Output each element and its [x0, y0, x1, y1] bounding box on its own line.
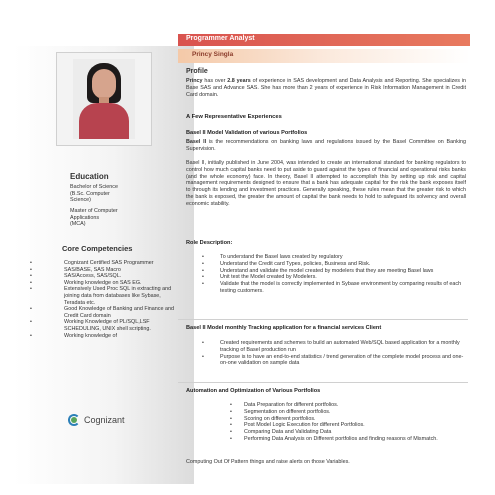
list-item: • Comparing Data and Validating Data — [230, 429, 332, 436]
exp3-title: Automation and Optimization of Various Portfolios — [186, 388, 321, 394]
list-item: • Scoring on different portfolios. — [230, 415, 316, 422]
role-title: Programmer Analyst — [186, 35, 255, 42]
list-item: • Working Knowledge of PL/SQL,LSF SCHEDULING, UNIX shell scripting. — [30, 319, 151, 332]
exp2-title: Basel II Model monthly Tracking application for a financial services Client — [186, 325, 382, 331]
list-item: • Working knowledge of — [30, 332, 117, 339]
list-item: • Segmentation on different portfolios. — [230, 408, 331, 415]
competencies-heading: Core Competencies — [62, 244, 133, 253]
exp1-title: Basel II Model Validation of various Portfolios — [186, 130, 308, 136]
exp1-bullets — [186, 254, 466, 295]
logo-text: Cognizant — [84, 415, 125, 425]
list-item: • Extensively Used Proc SQL in extracting and joining data from databases like Sybase, Teradata etc. — [30, 286, 172, 306]
list-item: • Understand and validate the model created by modelers that they are meeting Basel laws — [202, 267, 434, 274]
education-line: Master of Computer — [70, 208, 118, 214]
list-item: • To understand the Basel laws created by regulatory — [202, 254, 343, 260]
divider — [178, 382, 468, 383]
list-item: • SAS/Access, SAS/SQL. — [30, 273, 122, 280]
list-item: • Good Knowledge of Banking and Finance and Credit Card domain — [30, 306, 174, 319]
list-item: • SAS/BASE, SAS Macro — [30, 266, 121, 273]
list-item: • Validate that the model is correctly implemented in Sybase environment by comparing results of each testing customers. — [202, 281, 462, 294]
list-item: • Working knowledge on SAS EG. — [30, 279, 142, 286]
education-line: Bachelor of Science — [70, 184, 118, 190]
exp1-paragraph: Basel II, initially published in June 2004, was intended to create an international standard for banking regulators to control how much capital banks need to put aside to guard against the types of financial and operational risks banks (and the whole economy) face. In theory, Basel II attempted to accomplish this by setting up risk and capital management requirements designed to ensure that a bank has adequate capital for the risk the bank exposes itself to through its lending and investment practices. Generally speaking, these rules mean that the greater risk to which the bank is exposed, the greater the amount of capital the bank needs to hold to safeguard its solvency and overall economic stability. — [186, 160, 466, 207]
list-item: • Post Model Logic Execution for different Portfolios. — [230, 422, 365, 429]
candidate-name: Princy Singla — [192, 51, 234, 58]
education-line: (MCA) — [70, 221, 86, 228]
education-line: (B.Sc. Computer — [70, 190, 110, 197]
list-item: • Understand the Credit card Types, policies, Business and Risk. — [202, 260, 371, 267]
name-bar — [178, 49, 470, 63]
exp3-bullets — [186, 402, 466, 443]
education-line: Science) — [70, 197, 91, 204]
role-title-bar — [178, 34, 470, 46]
profile-text: Princy has over 2.8 years of experience in SAS development and Data Analysis and Reporting. She specializes in Base SAS and Advance SAS. She has more than 2 years of experience in Risk Information Management in Credit Card domain. — [186, 78, 466, 98]
list-item: • Cognizant Certified SAS Programmer — [30, 260, 154, 266]
list-item: • Performing Data Analysis on Different portfolios and finding reasons of Mismatch. — [230, 435, 438, 442]
list-item: • Created requirements and schemes to build an automated Web/SQL based application for a monthly tracking of Basel production run — [202, 340, 460, 353]
exp2-bullets — [186, 340, 466, 367]
exp1-definition: Basel II is the recommendations on banking laws and regulations issued by the Basel Committee on Banking Supervision. — [186, 139, 466, 152]
profile-photo — [56, 52, 152, 146]
education-line: Applications — [70, 214, 100, 221]
portrait-image — [73, 59, 135, 139]
role-description-label: Role Description: — [186, 240, 233, 246]
experiences-heading: A Few Representative Experiences — [186, 114, 282, 120]
profile-heading: Profile — [186, 68, 208, 75]
cognizant-logo — [68, 414, 138, 428]
divider — [178, 319, 468, 320]
list-item: • Unit test the Model created by Modelers. — [202, 274, 317, 281]
list-item: • Purpose is to have an end-to-end statistics / trend generation of the complete model process and one-on-one validation on sample data — [202, 353, 464, 367]
exp3-closing: Computing Out Of Pattern things and raise alerts on those Variables. — [186, 459, 350, 465]
list-item: • Data Preparation for different portfolios. — [230, 402, 339, 408]
education-heading: Education — [70, 172, 109, 181]
competencies-list — [30, 260, 180, 339]
